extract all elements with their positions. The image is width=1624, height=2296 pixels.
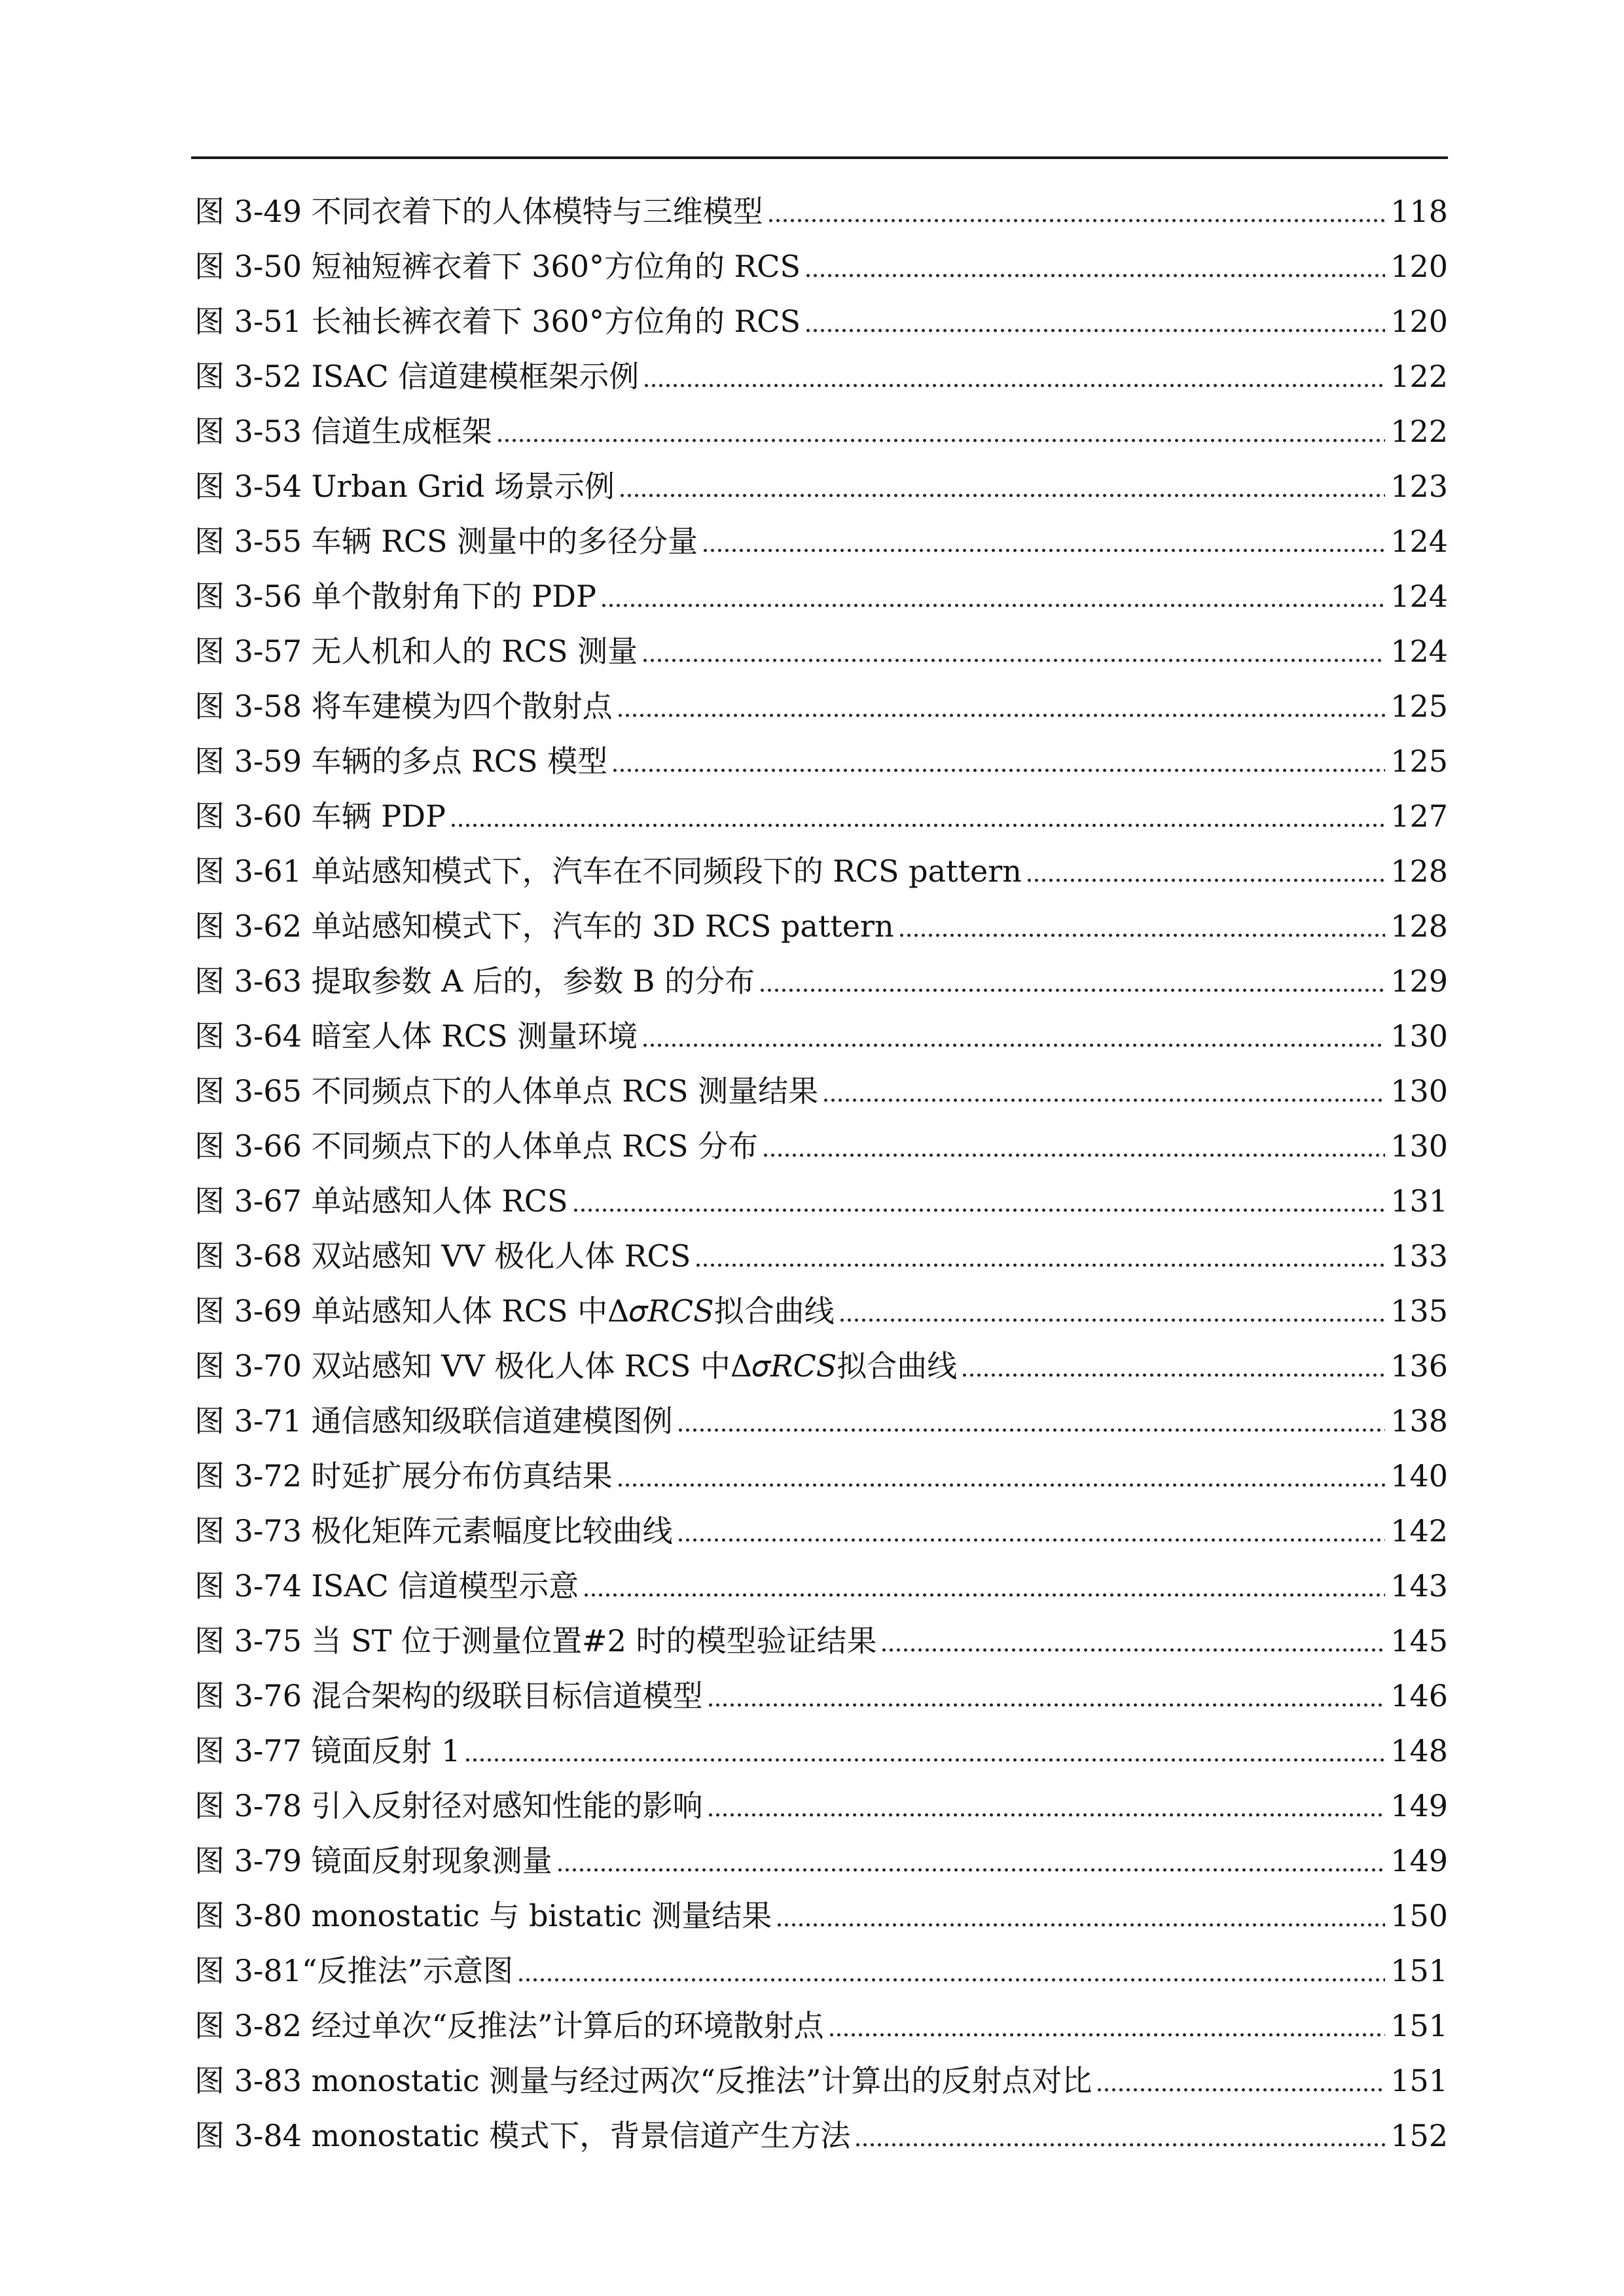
toc-entry-page-number: 124 bbox=[1390, 579, 1448, 614]
toc-entry-title: 图 3-72 时延扩展分布仿真结果 bbox=[194, 1458, 613, 1494]
toc-entry-page-number: 120 bbox=[1390, 249, 1448, 284]
toc-entry[interactable] bbox=[194, 1998, 1448, 2053]
toc-entry-title: 图 3-62 单站感知模式下，汽车的 3D RCS pattern bbox=[194, 908, 894, 944]
dot-leader bbox=[583, 1590, 1385, 1600]
dot-leader bbox=[767, 216, 1386, 225]
toc-entry-page-number: 150 bbox=[1390, 1898, 1448, 1933]
toc-entry[interactable] bbox=[194, 1723, 1448, 1778]
toc-entry-page-number: 149 bbox=[1390, 1843, 1448, 1878]
toc-entry-title: 图 3-81“反推法”示意图 bbox=[194, 1953, 513, 1988]
toc-entry[interactable] bbox=[194, 184, 1448, 239]
toc-entry[interactable] bbox=[194, 1448, 1448, 1503]
dot-leader bbox=[707, 1700, 1386, 1710]
dot-leader bbox=[854, 2140, 1385, 2149]
toc-entry-page-number: 138 bbox=[1390, 1403, 1448, 1439]
toc-entry-title: 图 3-71 通信感知级联信道建模图例 bbox=[194, 1403, 673, 1439]
toc-entry[interactable] bbox=[194, 239, 1448, 294]
toc-entry[interactable] bbox=[194, 2108, 1448, 2163]
toc-entry-title: 图 3-50 短袖短裤衣着下 360°方位角的 RCS bbox=[194, 249, 801, 284]
toc-entry-title: 图 3-84 monostatic 模式下，背景信道产生方法 bbox=[194, 2118, 851, 2153]
toc-entry-page-number: 151 bbox=[1390, 1953, 1448, 1988]
toc-entry-page-number: 120 bbox=[1390, 304, 1448, 339]
toc-entry-title: 图 3-80 monostatic 与 bistatic 测量结果 bbox=[194, 1898, 772, 1933]
toc-entry-page-number: 140 bbox=[1390, 1458, 1448, 1494]
toc-entry-title: 图 3-58 将车建模为四个散射点 bbox=[194, 689, 613, 724]
dot-leader bbox=[556, 1865, 1386, 1874]
toc-entry[interactable] bbox=[194, 1338, 1448, 1393]
toc-entry-page-number: 135 bbox=[1390, 1293, 1448, 1329]
toc-entry-title: 图 3-56 单个散射角下的 PDP bbox=[194, 579, 596, 614]
header-rule bbox=[191, 156, 1448, 159]
dot-leader bbox=[839, 1316, 1386, 1325]
dot-leader bbox=[641, 1041, 1385, 1050]
toc-entry-page-number: 151 bbox=[1390, 2008, 1448, 2043]
toc-entry-page-number: 146 bbox=[1390, 1678, 1448, 1713]
toc-entry-page-number: 131 bbox=[1390, 1183, 1448, 1219]
toc-entry-page-number: 129 bbox=[1390, 963, 1448, 999]
toc-entry-title: 图 3-82 经过单次“反推法”计算后的环境散射点 bbox=[194, 2008, 824, 2043]
dot-leader bbox=[641, 656, 1385, 665]
dot-leader bbox=[517, 1975, 1385, 1984]
dot-leader bbox=[600, 601, 1385, 610]
dot-leader bbox=[1026, 876, 1385, 885]
toc-entry-page-number: 123 bbox=[1390, 469, 1448, 504]
toc-entry[interactable] bbox=[194, 1833, 1448, 1888]
toc-entry-title: 图 3-70 双站感知 VV 极化人体 RCS 中Δ𝜎𝑅𝐶𝑆拟合曲线 bbox=[194, 1348, 958, 1384]
dot-leader bbox=[804, 271, 1385, 280]
toc-entry[interactable] bbox=[194, 2053, 1448, 2108]
toc-entry-title: 图 3-83 monostatic 测量与经过两次“反推法”计算出的反射点对比 bbox=[194, 2063, 1092, 2098]
toc-entry-title: 图 3-60 车辆 PDP bbox=[194, 798, 446, 834]
toc-entry-page-number: 143 bbox=[1390, 1568, 1448, 1604]
toc-entry[interactable] bbox=[194, 734, 1448, 789]
toc-entry[interactable] bbox=[194, 1558, 1448, 1613]
toc-entry-title: 图 3-76 混合架构的级联目标信道模型 bbox=[194, 1678, 703, 1713]
toc-entry-title: 图 3-65 不同频点下的人体单点 RCS 测量结果 bbox=[194, 1073, 819, 1109]
dot-leader bbox=[611, 766, 1385, 775]
toc-entry-page-number: 125 bbox=[1390, 689, 1448, 724]
toc-entry-page-number: 128 bbox=[1390, 853, 1448, 889]
toc-entry[interactable] bbox=[194, 1943, 1448, 1998]
dot-leader bbox=[828, 2030, 1386, 2039]
toc-entry-title: 图 3-77 镜面反射 1 bbox=[194, 1733, 461, 1768]
toc-entry-page-number: 122 bbox=[1390, 359, 1448, 394]
toc-entry[interactable] bbox=[194, 1009, 1448, 1064]
toc-entry[interactable] bbox=[194, 1778, 1448, 1833]
toc-entry-page-number: 151 bbox=[1390, 2063, 1448, 2098]
dot-leader bbox=[776, 1920, 1385, 1929]
toc-entry[interactable] bbox=[194, 1229, 1448, 1283]
toc-entry-page-number: 145 bbox=[1390, 1623, 1448, 1659]
toc-entry[interactable] bbox=[194, 514, 1448, 569]
toc-entry[interactable] bbox=[194, 459, 1448, 514]
dot-leader bbox=[695, 1261, 1385, 1270]
toc-entry[interactable] bbox=[194, 1064, 1448, 1119]
toc-entry[interactable] bbox=[194, 1503, 1448, 1558]
dot-leader bbox=[677, 1535, 1386, 1545]
toc-entry-title: 图 3-69 单站感知人体 RCS 中Δ𝜎𝑅𝐶𝑆拟合曲线 bbox=[194, 1293, 835, 1329]
toc-entry-page-number: 142 bbox=[1390, 1513, 1448, 1549]
toc-entry-page-number: 148 bbox=[1390, 1733, 1448, 1768]
toc-entry-title: 图 3-54 Urban Grid 场景示例 bbox=[194, 469, 615, 504]
toc-entry-page-number: 118 bbox=[1390, 194, 1448, 229]
dot-leader bbox=[464, 1755, 1385, 1765]
toc-entry[interactable] bbox=[194, 899, 1448, 954]
toc-entry-title: 图 3-74 ISAC 信道模型示意 bbox=[194, 1568, 579, 1604]
toc-entry[interactable] bbox=[194, 349, 1448, 404]
toc-entry-title: 图 3-52 ISAC 信道建模框架示例 bbox=[194, 359, 640, 394]
dot-leader bbox=[450, 821, 1385, 830]
toc-entry-title: 图 3-75 当 ST 位于测量位置#2 时的模型验证结果 bbox=[194, 1623, 877, 1659]
toc-entry-title: 图 3-64 暗室人体 RCS 测量环境 bbox=[194, 1018, 638, 1054]
dot-leader bbox=[961, 1371, 1385, 1380]
toc-entry[interactable] bbox=[194, 404, 1448, 459]
dot-leader bbox=[702, 546, 1385, 555]
toc-entry-page-number: 149 bbox=[1390, 1788, 1448, 1823]
toc-entry-page-number: 130 bbox=[1390, 1018, 1448, 1054]
toc-entry-page-number: 127 bbox=[1390, 798, 1448, 834]
toc-entry-title: 图 3-67 单站感知人体 RCS bbox=[194, 1183, 568, 1219]
dot-leader bbox=[804, 326, 1385, 335]
toc-entry-title: 图 3-49 不同衣着下的人体模特与三维模型 bbox=[194, 194, 763, 229]
dot-leader bbox=[1096, 2085, 1385, 2094]
toc-entry[interactable] bbox=[194, 1668, 1448, 1723]
toc-entry-page-number: 124 bbox=[1390, 524, 1448, 559]
dot-leader bbox=[759, 986, 1385, 995]
toc-entry[interactable] bbox=[194, 1283, 1448, 1338]
dot-leader bbox=[822, 1096, 1385, 1105]
toc-entry[interactable] bbox=[194, 1119, 1448, 1174]
toc-entry-page-number: 152 bbox=[1390, 2118, 1448, 2153]
dot-leader bbox=[496, 436, 1386, 445]
figure-list bbox=[194, 184, 1448, 2163]
dot-leader bbox=[617, 1480, 1386, 1490]
toc-entry[interactable] bbox=[194, 1393, 1448, 1448]
toc-entry-page-number: 128 bbox=[1390, 908, 1448, 944]
toc-entry-page-number: 124 bbox=[1390, 634, 1448, 669]
toc-entry-page-number: 133 bbox=[1390, 1238, 1448, 1274]
dot-leader bbox=[898, 931, 1386, 940]
toc-entry[interactable] bbox=[194, 624, 1448, 679]
toc-entry[interactable] bbox=[194, 1613, 1448, 1668]
toc-entry[interactable] bbox=[194, 1174, 1448, 1229]
dot-leader bbox=[643, 381, 1385, 390]
dot-leader bbox=[617, 711, 1386, 720]
toc-entry-page-number: 130 bbox=[1390, 1128, 1448, 1164]
dot-leader bbox=[880, 1645, 1385, 1655]
toc-entry-title: 图 3-68 双站感知 VV 极化人体 RCS bbox=[194, 1238, 691, 1274]
toc-entry-title: 图 3-55 车辆 RCS 测量中的多径分量 bbox=[194, 524, 698, 559]
toc-entry[interactable] bbox=[194, 294, 1448, 349]
toc-entry-title: 图 3-61 单站感知模式下，汽车在不同频段下的 RCS pattern bbox=[194, 853, 1022, 889]
toc-entry-page-number: 136 bbox=[1390, 1348, 1448, 1384]
dot-leader bbox=[677, 1426, 1386, 1435]
toc-entry-title: 图 3-57 无人机和人的 RCS 测量 bbox=[194, 634, 638, 669]
toc-entry[interactable] bbox=[194, 844, 1448, 899]
toc-entry-title: 图 3-79 镜面反射现象测量 bbox=[194, 1843, 552, 1878]
toc-entry-title: 图 3-63 提取参数 A 后的，参数 B 的分布 bbox=[194, 963, 755, 999]
toc-entry-title: 图 3-73 极化矩阵元素幅度比较曲线 bbox=[194, 1513, 673, 1549]
toc-entry-page-number: 122 bbox=[1390, 414, 1448, 449]
dot-leader bbox=[762, 1151, 1385, 1160]
toc-entry[interactable] bbox=[194, 1888, 1448, 1943]
toc-entry-page-number: 130 bbox=[1390, 1073, 1448, 1109]
dot-leader bbox=[707, 1810, 1386, 1820]
toc-entry[interactable] bbox=[194, 954, 1448, 1009]
toc-entry[interactable] bbox=[194, 789, 1448, 844]
dot-leader bbox=[619, 491, 1385, 500]
toc-entry-title: 图 3-59 车辆的多点 RCS 模型 bbox=[194, 744, 608, 779]
toc-entry-title: 图 3-66 不同频点下的人体单点 RCS 分布 bbox=[194, 1128, 759, 1164]
toc-entry-title: 图 3-53 信道生成框架 bbox=[194, 414, 492, 449]
toc-entry[interactable] bbox=[194, 569, 1448, 624]
dot-leader bbox=[572, 1206, 1386, 1215]
toc-entry-title: 图 3-51 长袖长裤衣着下 360°方位角的 RCS bbox=[194, 304, 801, 339]
toc-entry-title: 图 3-78 引入反射径对感知性能的影响 bbox=[194, 1788, 703, 1823]
toc-entry[interactable] bbox=[194, 679, 1448, 734]
toc-entry-page-number: 125 bbox=[1390, 744, 1448, 779]
